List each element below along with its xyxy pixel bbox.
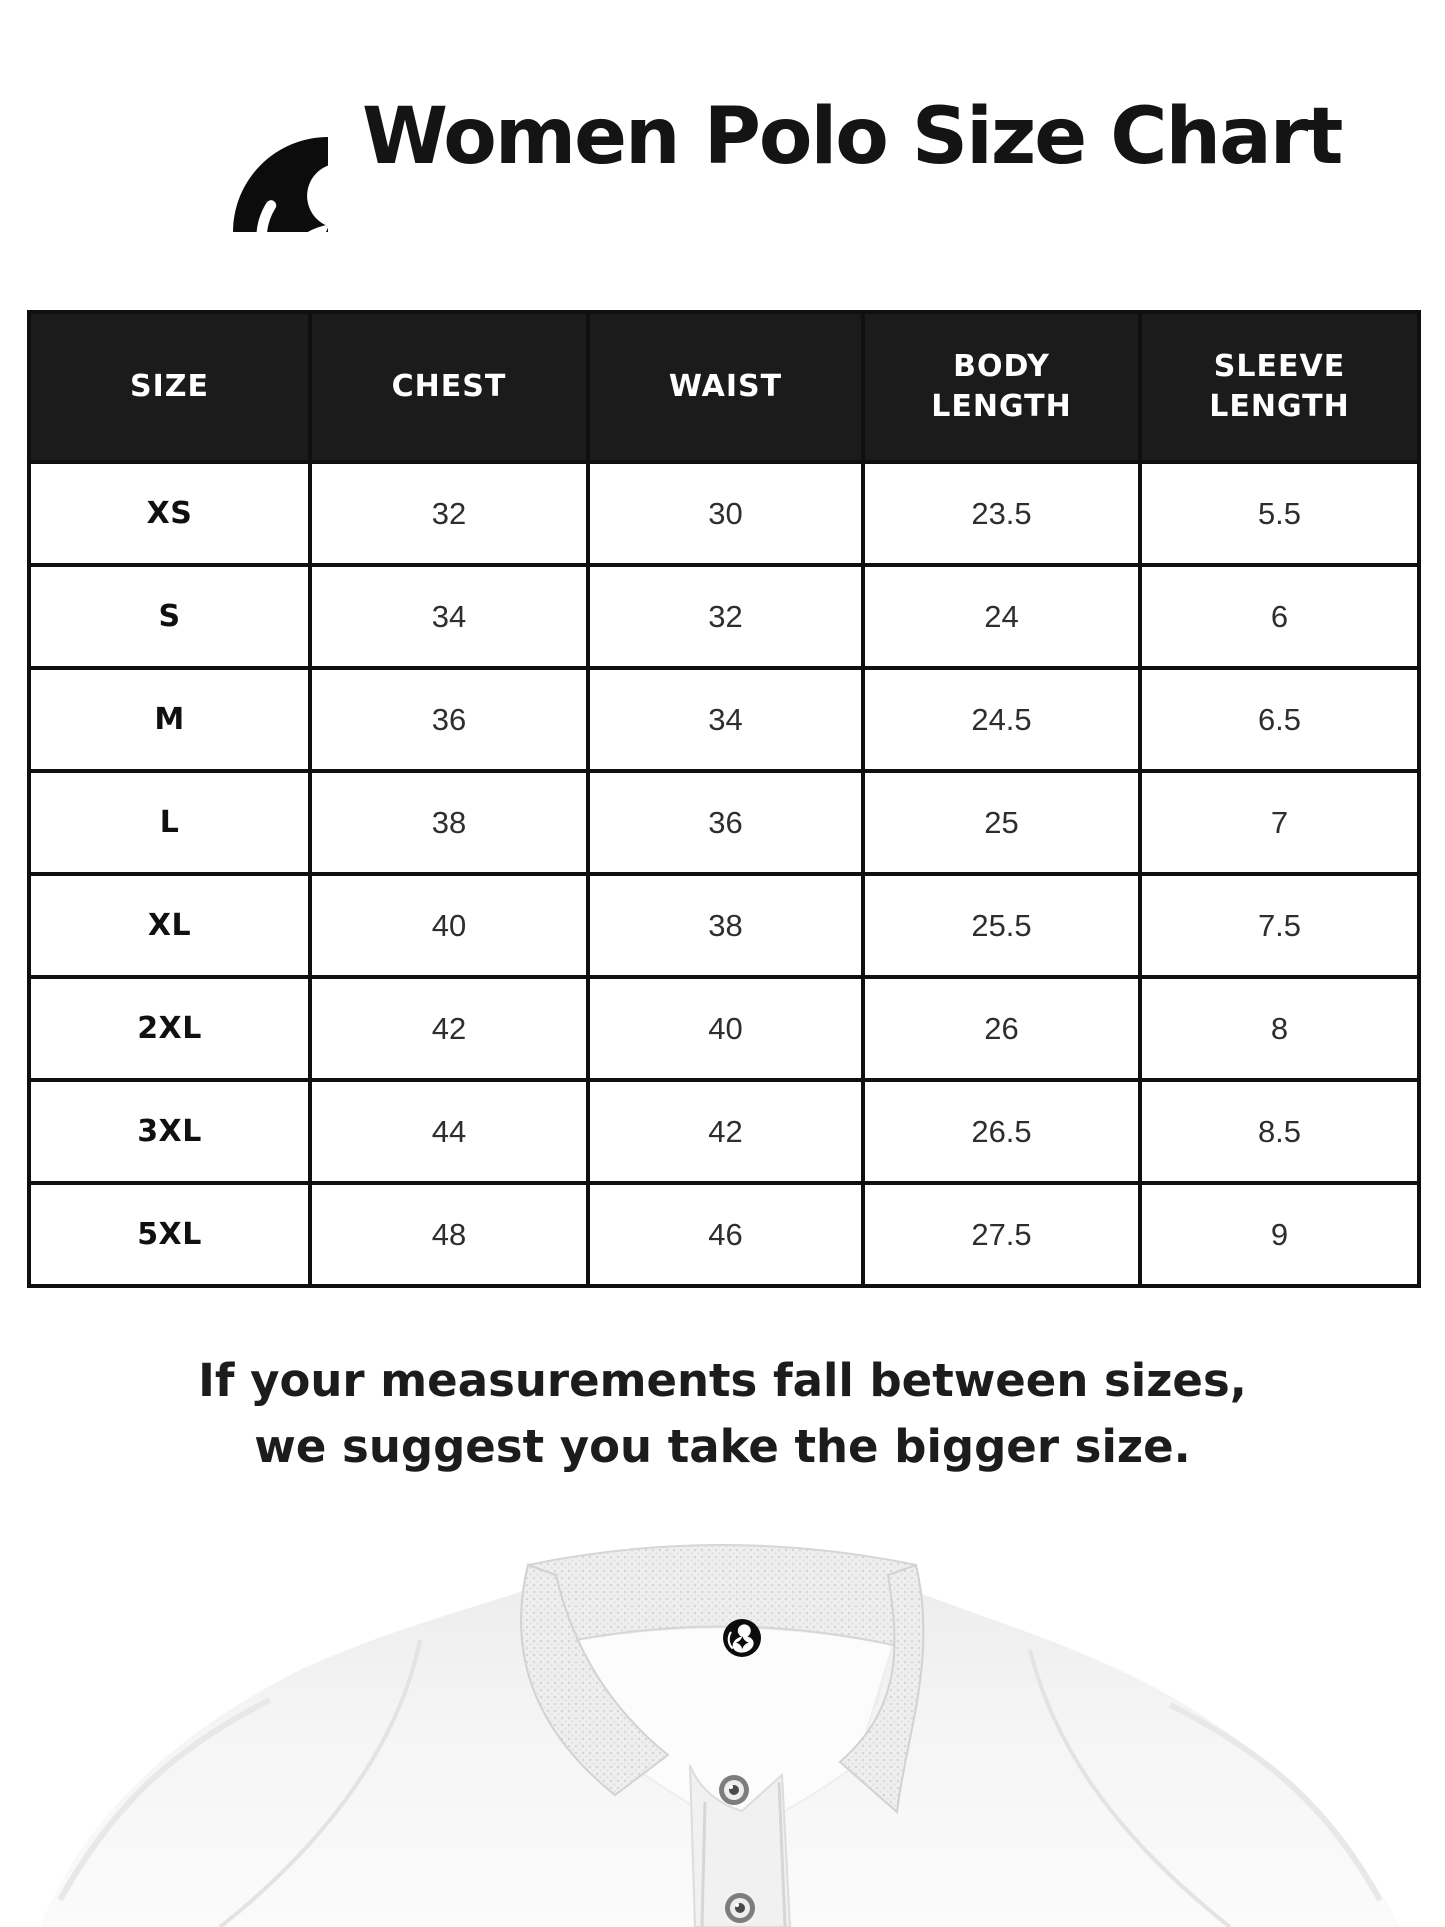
- page-title: Women Polo Size Chart: [362, 92, 1342, 182]
- size-cell: M: [29, 668, 310, 771]
- size-cell: 3XL: [29, 1080, 310, 1183]
- value-cell: 25: [863, 771, 1140, 874]
- table-row: [29, 1183, 1419, 1286]
- value-cell: 42: [310, 977, 588, 1080]
- value-cell: 36: [310, 668, 588, 771]
- fit-note: [0, 1348, 1445, 1480]
- fit-note-line-1: If your measurements fall between sizes,: [198, 1354, 1247, 1407]
- value-cell: 26.5: [863, 1080, 1140, 1183]
- size-cell: 5XL: [29, 1183, 310, 1286]
- value-cell: 36: [588, 771, 863, 874]
- value-cell: 32: [310, 462, 588, 565]
- value-cell: 6.5: [1140, 668, 1419, 771]
- value-cell: 7.5: [1140, 874, 1419, 977]
- column-header-chest: CHEST: [310, 312, 588, 462]
- value-cell: 38: [310, 771, 588, 874]
- size-table-head: [29, 312, 1419, 462]
- value-cell: 23.5: [863, 462, 1140, 565]
- table-row: [29, 668, 1419, 771]
- header: [138, 42, 1341, 232]
- size-table: [27, 310, 1421, 1288]
- value-cell: 9: [1140, 1183, 1419, 1286]
- table-row: [29, 771, 1419, 874]
- table-row: [29, 565, 1419, 668]
- neck-label-logo-icon: [723, 1619, 761, 1657]
- value-cell: 26: [863, 977, 1140, 1080]
- value-cell: 40: [310, 874, 588, 977]
- value-cell: 34: [310, 565, 588, 668]
- value-cell: 24: [863, 565, 1140, 668]
- value-cell: 48: [310, 1183, 588, 1286]
- value-cell: 44: [310, 1080, 588, 1183]
- column-header-waist: WAIST: [588, 312, 863, 462]
- column-header-sleeve-length: SLEEVE LENGTH: [1140, 312, 1419, 462]
- value-cell: 46: [588, 1183, 863, 1286]
- value-cell: 6: [1140, 565, 1419, 668]
- value-cell: 32: [588, 565, 863, 668]
- value-cell: 7: [1140, 771, 1419, 874]
- table-row: [29, 1080, 1419, 1183]
- column-header-body-length: BODY LENGTH: [863, 312, 1140, 462]
- table-row: [29, 462, 1419, 565]
- table-row: [29, 977, 1419, 1080]
- placket-button-bottom: [725, 1893, 755, 1923]
- placket-button-top: [719, 1775, 749, 1805]
- value-cell: 27.5: [863, 1183, 1140, 1286]
- size-table-body: [29, 462, 1419, 1286]
- value-cell: 34: [588, 668, 863, 771]
- brand-logo-icon: [138, 42, 328, 232]
- value-cell: 30: [588, 462, 863, 565]
- value-cell: 38: [588, 874, 863, 977]
- size-cell: XL: [29, 874, 310, 977]
- table-row: [29, 874, 1419, 977]
- size-cell: S: [29, 565, 310, 668]
- size-cell: 2XL: [29, 977, 310, 1080]
- value-cell: 8.5: [1140, 1080, 1419, 1183]
- value-cell: 40: [588, 977, 863, 1080]
- column-header-size: SIZE: [29, 312, 310, 462]
- value-cell: 5.5: [1140, 462, 1419, 565]
- value-cell: 24.5: [863, 668, 1140, 771]
- size-cell: L: [29, 771, 310, 874]
- value-cell: 25.5: [863, 874, 1140, 977]
- header-row: [29, 312, 1419, 462]
- value-cell: 42: [588, 1080, 863, 1183]
- size-cell: XS: [29, 462, 310, 565]
- fit-note-line-2: we suggest you take the bigger size.: [254, 1420, 1191, 1473]
- polo-shirt-photo: [0, 1520, 1445, 1927]
- value-cell: 8: [1140, 977, 1419, 1080]
